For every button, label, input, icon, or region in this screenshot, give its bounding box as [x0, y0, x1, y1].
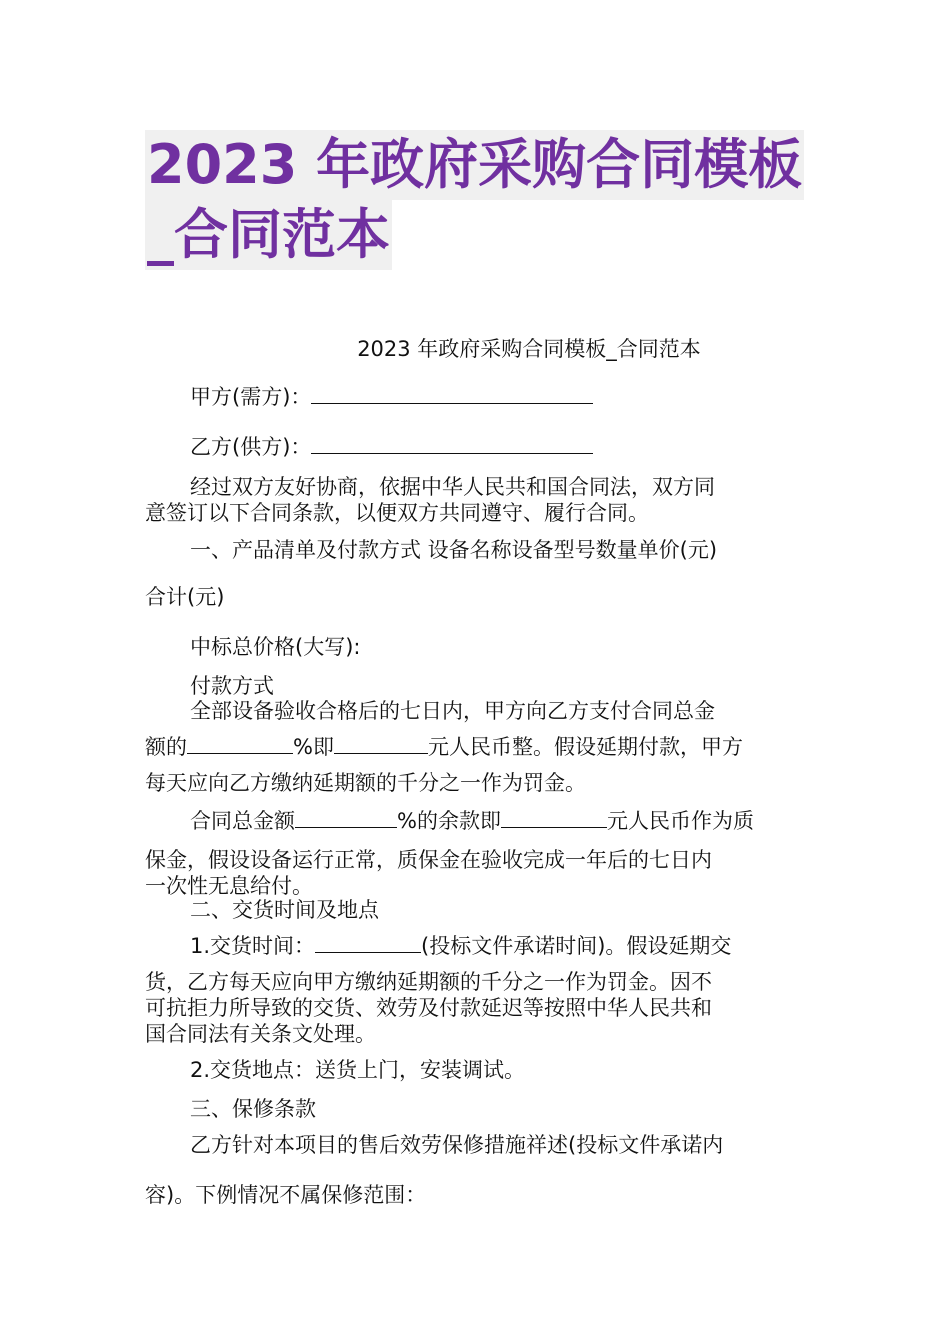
percent-blank — [187, 734, 293, 754]
delivery-time-line-1 — [190, 933, 731, 959]
warranty-para-line-1: 乙方针对本项目的售后效劳保修措施祥述(投标文件承诺内 — [190, 1133, 724, 1157]
payment-para-2-line-1 — [190, 808, 754, 834]
warranty-para-line-2: 容)。下例情况不属保修范围： — [145, 1183, 427, 1207]
intro-line-2: 意签订以下合同条款，以便双方共同遵守、履行合同。 — [145, 501, 649, 525]
party-b-label: 乙方(供方)： — [190, 435, 312, 459]
text-fragment: 1.交货时间： — [190, 934, 316, 958]
amount-blank — [334, 734, 428, 754]
party-a-blank — [311, 384, 593, 404]
text-fragment: 额的 — [145, 735, 187, 759]
percent-blank — [295, 808, 397, 828]
total-price-line: 中标总价格(大写): — [190, 635, 361, 659]
contract-title: 2023 年政府采购合同模板_合同范本 — [357, 337, 701, 361]
document-title-line-1: 2023 年政府采购合同模板 — [145, 130, 804, 200]
text-fragment: 元人民币整。假设延期付款，甲方 — [427, 735, 743, 759]
text-fragment: 元人民币作为质 — [606, 809, 754, 833]
text-fragment: %的余款即 — [397, 809, 501, 833]
payment-para-2-line-3: 一次性无息给付。 — [145, 874, 313, 898]
payment-para-2-line-2: 保金，假设设备运行正常，质保金在验收完成一年后的七日内 — [145, 848, 712, 872]
party-a-line — [190, 384, 593, 410]
payment-para-1-line-3: 每天应向乙方缴纳延期额的千分之一作为罚金。 — [145, 771, 586, 795]
delivery-time-line-2: 货，乙方每天应向甲方缴纳延期额的千分之一作为罚金。因不 — [145, 970, 712, 994]
text-fragment: 合同总金额 — [190, 809, 295, 833]
delivery-time-line-3: 可抗拒力所导致的交货、效劳及付款延迟等按照中华人民共和 — [145, 996, 712, 1020]
delivery-place-line: 2.交货地点：送货上门，安装调试。 — [190, 1058, 526, 1082]
text-fragment: (投标文件承诺时间)。假设延期交 — [421, 934, 732, 958]
payment-para-1-line-1: 全部设备验收合格后的七日内，甲方向乙方支付合同总金 — [190, 699, 715, 723]
section-3-heading: 三、保修条款 — [190, 1097, 316, 1121]
intro-line-1: 经过双方友好协商，依据中华人民共和国合同法，双方同 — [190, 475, 715, 499]
amount-blank — [501, 808, 607, 828]
party-b-blank — [311, 434, 593, 454]
payment-para-1-line-2 — [145, 734, 743, 760]
text-fragment: %即 — [293, 735, 334, 759]
delivery-time-line-4: 国合同法有关条文处理。 — [145, 1022, 376, 1046]
section-1-heading: 一、产品清单及付款方式 设备名称设备型号数量单价(元) — [190, 538, 718, 562]
party-a-label: 甲方(需方)： — [190, 385, 312, 409]
party-b-line — [190, 434, 593, 460]
section-2-heading: 二、交货时间及地点 — [190, 898, 379, 922]
payment-method-label: 付款方式 — [190, 674, 274, 698]
section-1-heading-cont: 合计(元) — [145, 585, 225, 609]
document-title-line-2: _合同范本 — [145, 200, 392, 270]
delivery-time-blank — [315, 933, 421, 953]
